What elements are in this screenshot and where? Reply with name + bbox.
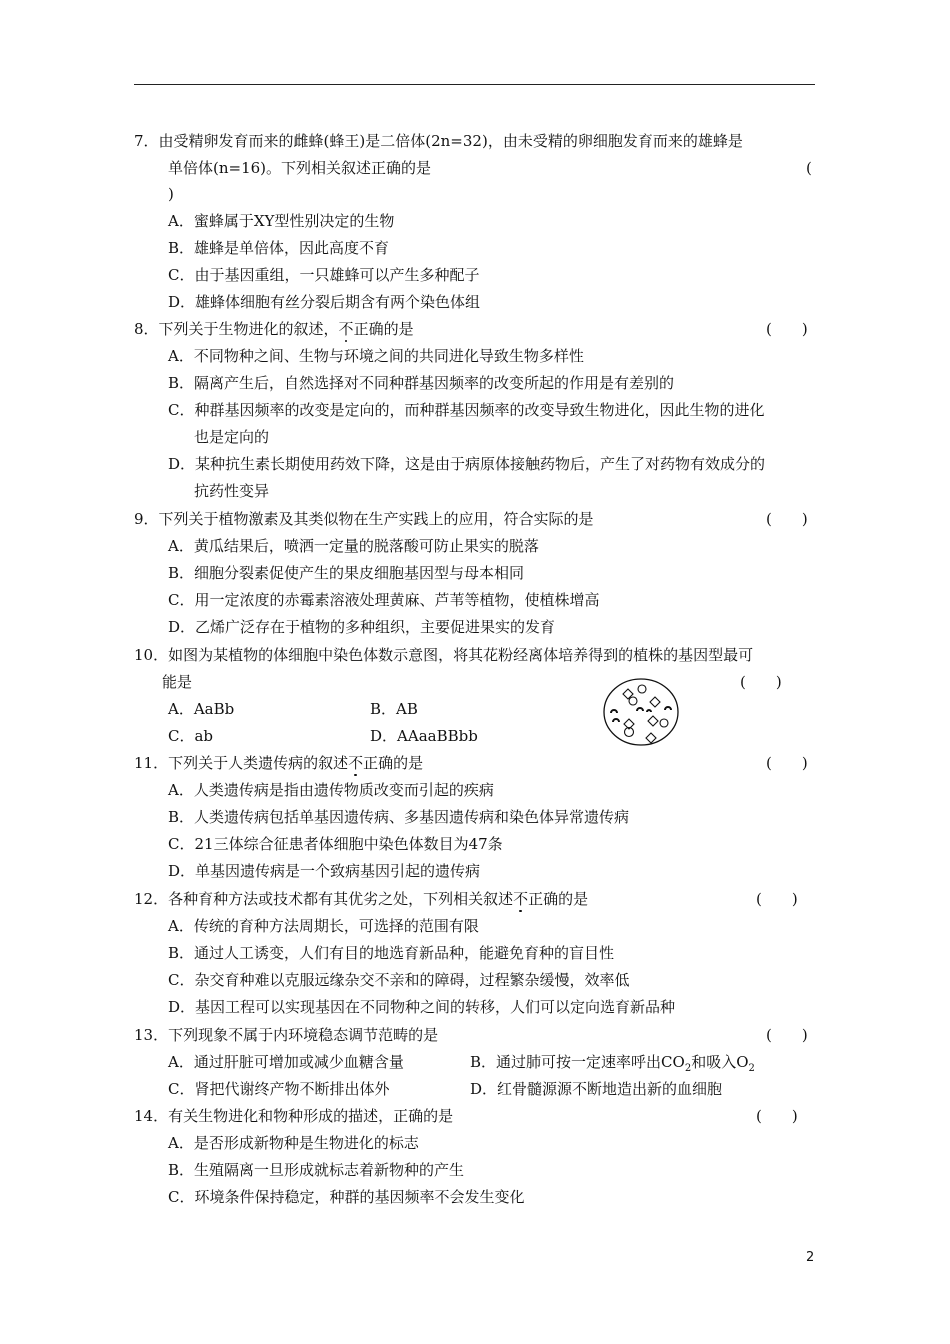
- q12-stem: 12．各种育种方法或技术都有其优劣之处，下列相关叙述不正确的是: [134, 890, 589, 908]
- q14-option-b: B．生殖隔离一旦形成就标志着新物种的产生: [168, 1161, 465, 1179]
- q13-answer-bracket: ( ): [766, 1026, 808, 1044]
- q10-stem-line2: 能是: [162, 673, 193, 691]
- q13-option-d: D．红骨髓源源不断地造出新的血细胞: [470, 1080, 723, 1098]
- q7-option-a: A．蜜蜂属于XY型性别决定的生物: [168, 212, 395, 230]
- q14-option-a: A．是否形成新物种是生物进化的标志: [168, 1134, 419, 1152]
- chromosome-circle: [638, 685, 646, 693]
- q8-emphasis-mark: 不: [338, 320, 354, 338]
- q13-option-a: A．通过肝脏可增加或减少血糖含量: [168, 1053, 404, 1071]
- chromosome-filled-c: [664, 706, 672, 710]
- q11-option-a: A．人类遗传病是指由遗传物质改变而引起的疾病: [168, 781, 494, 799]
- chromosome-diamond: [650, 697, 660, 707]
- chromosome-filled-c: [636, 707, 644, 711]
- q13-stem: 13．下列现象不属于内环境稳态调节范畴的是: [134, 1026, 439, 1044]
- q12-option-b: B．通过人工诱变，人们有目的地选育新品种，能避免育种的盲目性: [168, 944, 615, 962]
- page-number: 2: [806, 1250, 815, 1265]
- q8-option-a: A．不同物种之间、生物与环境之间的共同进化导致生物多样性: [168, 347, 584, 365]
- q7-stem-line2: 单倍体(n=16)。下列相关叙述正确的是: [168, 159, 432, 177]
- chromosome-diamond: [646, 733, 656, 743]
- q10-option-b: B．AB: [370, 700, 418, 718]
- chromosome-diamond: [648, 716, 658, 726]
- q7-answer-bracket-close: ): [168, 185, 174, 203]
- q10-option-a: A．AaBb: [168, 700, 235, 718]
- q11-option-d: D．单基因遗传病是一个致病基因引起的遗传病: [168, 862, 481, 880]
- q7-option-d: D．雄蜂体细胞有丝分裂后期含有两个染色体组: [168, 293, 481, 311]
- q13-option-c: C．肾把代谢终产物不断排出体外: [168, 1080, 390, 1098]
- q9-option-a: A．黄瓜结果后，喷洒一定量的脱落酸可防止果实的脱落: [168, 537, 539, 555]
- q10-stem-line1: 10．如图为某植物的体细胞中染色体数示意图，将其花粉经离体培养得到的植株的基因型最可: [134, 646, 754, 664]
- q7-option-b: B．雄蜂是单倍体，因此高度不育: [168, 239, 390, 257]
- q10-option-c: C．ab: [168, 727, 214, 745]
- q14-stem: 14．有关生物进化和物种形成的描述，正确的是: [134, 1107, 454, 1125]
- q11-emphasis-mark: 不: [348, 754, 364, 772]
- chromosome-filled-c: [646, 709, 652, 712]
- q12-option-d: D．基因工程可以实现基因在不同物种之间的转移，人们可以定向选育新品种: [168, 998, 676, 1016]
- q14-answer-bracket: ( ): [756, 1107, 798, 1125]
- q8-option-d-line2: 抗药性变异: [194, 482, 270, 500]
- chromosome-filled-c: [612, 718, 620, 722]
- q9-option-d: D．乙烯广泛存在于植物的多种组织，主要促进果实的发育: [168, 618, 556, 636]
- q11-stem: 11．下列关于人类遗传病的叙述不正确的是: [134, 754, 424, 772]
- q13-option-b: B．通过肺可按一定速率呼出$CO_2$和吸入$O_2$: [470, 1053, 755, 1074]
- q9-option-b: B．细胞分裂素促使产生的果皮细胞基因型与母本相同: [168, 564, 525, 582]
- chromosome-circle: [660, 719, 668, 727]
- q8-answer-bracket: ( ): [766, 320, 808, 338]
- q7-option-c: C．由于基因重组，一只雄蜂可以产生多种配子: [168, 266, 480, 284]
- q12-emphasis-mark: 不: [513, 890, 529, 908]
- q8-option-d-line1: D．某种抗生素长期使用药效下降，这是由于病原体接触药物后，产生了对药物有效成分的: [168, 455, 766, 473]
- q7-answer-bracket-open: (: [806, 159, 812, 177]
- q11-option-b: B．人类遗传病包括单基因遗传病、多基因遗传病和染色体异常遗传病: [168, 808, 630, 826]
- q10-option-d: D．AAaaBBbb: [370, 727, 478, 745]
- q9-option-c: C．用一定浓度的赤霉素溶液处理黄麻、芦苇等植物，使植株增高: [168, 591, 600, 609]
- q11-answer-bracket: ( ): [766, 754, 808, 772]
- chromosome-filled-c: [610, 709, 618, 713]
- q8-option-b: B．隔离产生后，自然选择对不同种群基因频率的改变所起的作用是有差别的: [168, 374, 675, 392]
- q10-answer-bracket: ( ): [740, 673, 782, 691]
- q8-stem: 8．下列关于生物进化的叙述，不正确的是: [134, 320, 414, 338]
- header-rule: [134, 84, 815, 85]
- q12-option-c: C．杂交育种难以克服远缘杂交不亲和的障碍，过程繁杂缓慢，效率低: [168, 971, 630, 989]
- chromosome-circle: [629, 697, 637, 705]
- q9-answer-bracket: ( ): [766, 510, 808, 528]
- q8-option-c-line1: C．种群基因频率的改变是定向的，而种群基因频率的改变导致生物进化，因此生物的进化: [168, 401, 765, 419]
- q8-option-c-line2: 也是定向的: [194, 428, 270, 446]
- q12-answer-bracket: ( ): [756, 890, 798, 908]
- q12-option-a: A．传统的育种方法周期长，可选择的范围有限: [168, 917, 479, 935]
- chromosome-cell-diagram: [602, 677, 680, 747]
- q11-option-c: C．21三体综合征患者体细胞中染色体数目为47条: [168, 835, 503, 853]
- q14-option-c: C．环境条件保持稳定，种群的基因频率不会发生变化: [168, 1188, 525, 1206]
- q7-stem-line1: 7．由受精卵发育而来的雌蜂(蜂王)是二倍体(2n=32)，由未受精的卵细胞发育而来的雄蜂是: [134, 132, 743, 150]
- cell-membrane: [604, 679, 678, 745]
- q9-stem: 9．下列关于植物激素及其类似物在生产实践上的应用，符合实际的是: [134, 510, 594, 528]
